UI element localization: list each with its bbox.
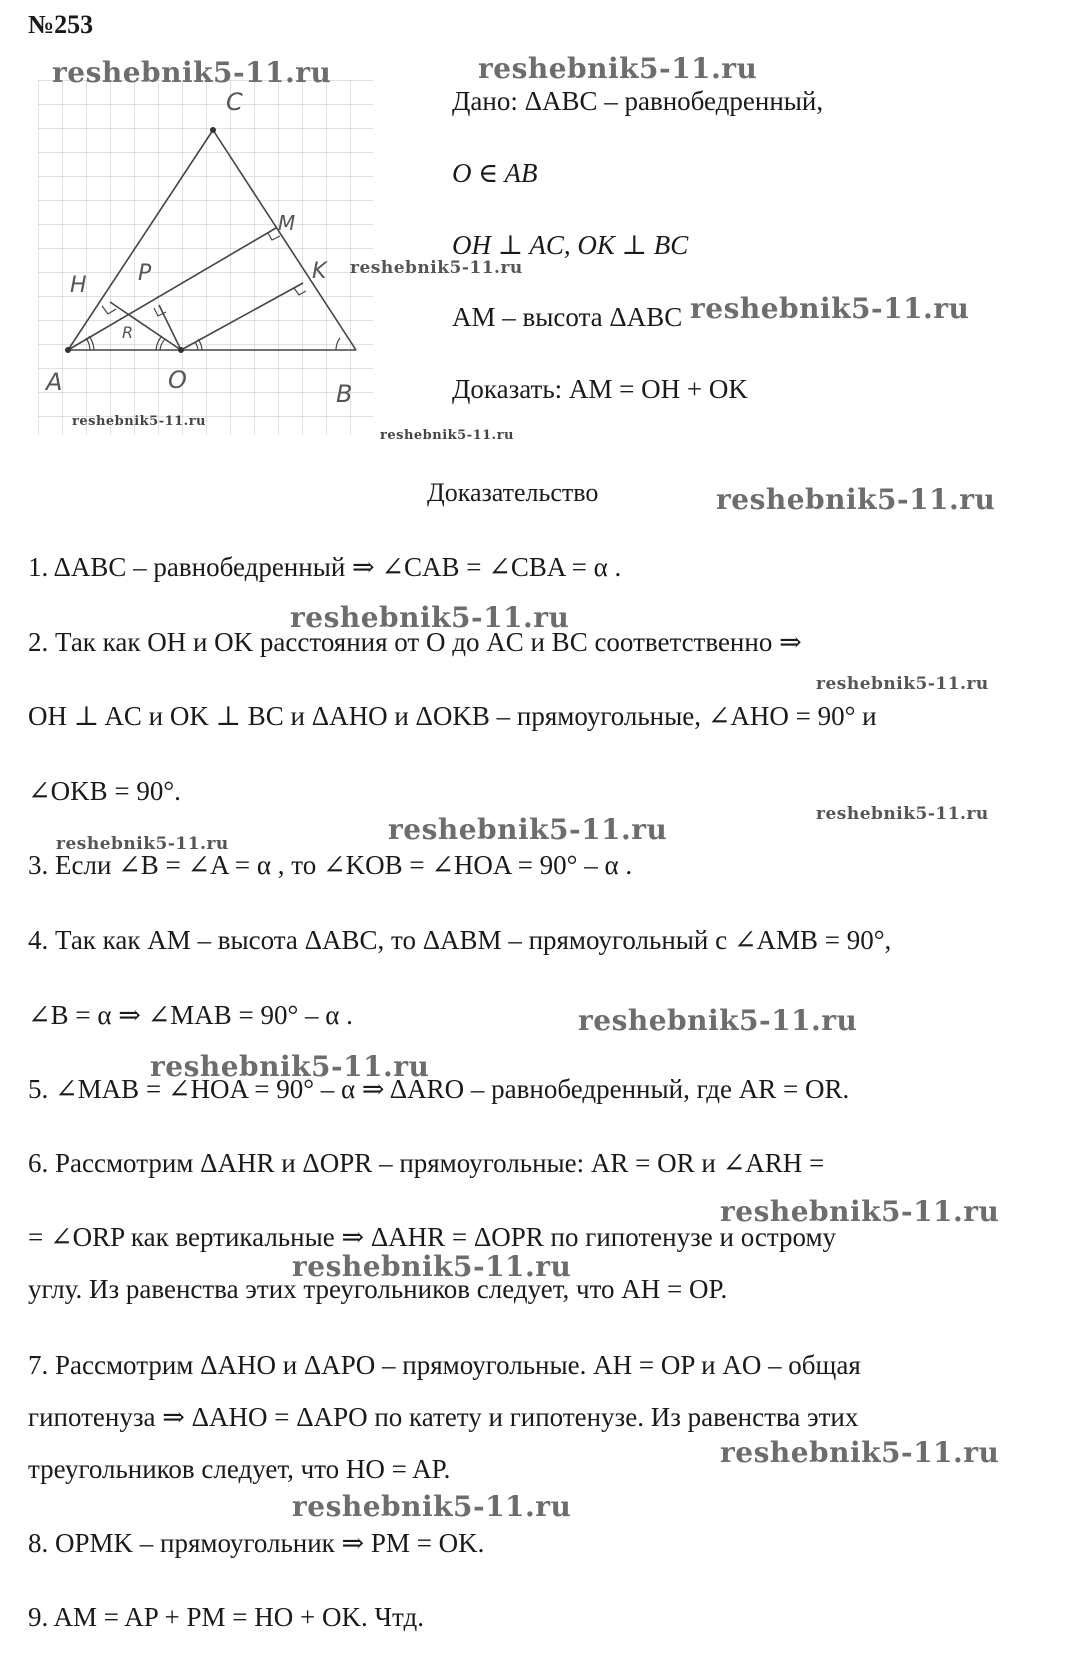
given-line: O ∈ AB <box>452 158 538 188</box>
given-line: AM – высота ΔABC <box>452 302 683 332</box>
label-h: H <box>70 273 87 298</box>
proof-step: ∠B = α ⇒ ∠MAB = 90° – α . <box>28 1000 353 1030</box>
watermark: reshebnik5-11.ru <box>72 414 207 429</box>
proof-step: гипотенуза ⇒ ΔAHO = ΔAPO по катету и гипотенузе. Из равенства этих <box>28 1402 859 1432</box>
proof-title: Доказательство <box>427 478 599 507</box>
proof-step: 9. AM = AP + PM = HO + OK. Чтд. <box>28 1602 424 1632</box>
proof-step: = ∠ORP как вертикальные ⇒ ΔAHR = ΔOPR по гипотенузе и острому <box>28 1222 837 1252</box>
given-line: Дано: ΔABC – равнобедренный, <box>452 86 824 116</box>
proof-step: OH ⊥ AC и OK ⊥ BC и ΔAHO и ΔOKB – прямоугольные, ∠AHO = 90° и <box>28 701 877 731</box>
watermark: reshebnik5-11.ru <box>290 601 570 634</box>
watermark: reshebnik5-11.ru <box>720 1195 1000 1228</box>
label-r: R <box>122 323 134 342</box>
watermark: reshebnik5-11.ru <box>150 1050 430 1083</box>
watermark: reshebnik5-11.ru <box>716 483 996 516</box>
watermark: reshebnik5-11.ru <box>52 56 332 89</box>
given-line: OH ⊥ AC, OK ⊥ BC <box>452 230 689 260</box>
watermark: reshebnik5-11.ru <box>388 813 668 846</box>
label-b: B <box>336 380 353 408</box>
point-c <box>210 127 216 133</box>
proof-step: треугольников следует, что HO = AP. <box>28 1454 451 1484</box>
label-a: A <box>46 368 63 396</box>
watermark: reshebnik5-11.ru <box>478 52 758 85</box>
proof-step: 7. Рассмотрим ΔAHO и ΔAPO – прямоугольные. AH = OP и AO – общая <box>28 1350 861 1380</box>
grid-paper <box>38 80 373 435</box>
proof-step: 3. Если ∠B = ∠A = α , то ∠KOB = ∠HOA = 90° – α . <box>28 850 633 880</box>
watermark: reshebnik5-11.ru <box>292 1250 572 1283</box>
watermark: reshebnik5-11.ru <box>816 804 989 824</box>
label-c: C <box>226 88 243 116</box>
proof-step: углу. Из равенства этих треугольников следует, что AH = OP. <box>28 1274 728 1304</box>
point-o <box>178 347 184 353</box>
label-p: P <box>138 261 152 286</box>
label-m: M <box>278 211 296 235</box>
prove-line: Доказать: AM = OH + OK <box>452 374 748 404</box>
watermark: reshebnik5-11.ru <box>690 292 970 325</box>
watermark: reshebnik5-11.ru <box>720 1436 1000 1469</box>
proof-step: ∠OKB = 90°. <box>28 776 181 806</box>
watermark: reshebnik5-11.ru <box>56 834 229 854</box>
label-k: K <box>312 259 327 284</box>
proof-step: 5. ∠MAB = ∠HOA = 90° – α ⇒ ΔARO – равнобедренный, где AR = OR. <box>28 1074 850 1104</box>
watermark: reshebnik5-11.ru <box>380 428 515 443</box>
proof-step: 6. Рассмотрим ΔAHR и ΔOPR – прямоугольные: AR = OR и ∠ARH = <box>28 1148 825 1178</box>
label-o: O <box>168 366 187 394</box>
proof-step: 8. OPMK – прямоугольник ⇒ PM = OK. <box>28 1528 485 1558</box>
proof-step: 1. ΔABC – равнобедренный ⇒ ∠CAB = ∠CBA = α . <box>28 552 622 582</box>
point-a <box>65 347 71 353</box>
watermark: reshebnik5-11.ru <box>350 258 523 278</box>
geometry-figure <box>38 80 378 440</box>
proof-step: 2. Так как OH и OK расстояния от O до AC и BC соответственно ⇒ <box>28 627 802 657</box>
watermark: reshebnik5-11.ru <box>816 674 989 694</box>
proof-step: 4. Так как AM – высота ΔABC, то ΔABM – прямоугольный с ∠AMB = 90°, <box>28 925 892 955</box>
problem-number: №253 <box>28 10 94 39</box>
watermark: reshebnik5-11.ru <box>292 1490 572 1523</box>
watermark: reshebnik5-11.ru <box>578 1004 858 1037</box>
